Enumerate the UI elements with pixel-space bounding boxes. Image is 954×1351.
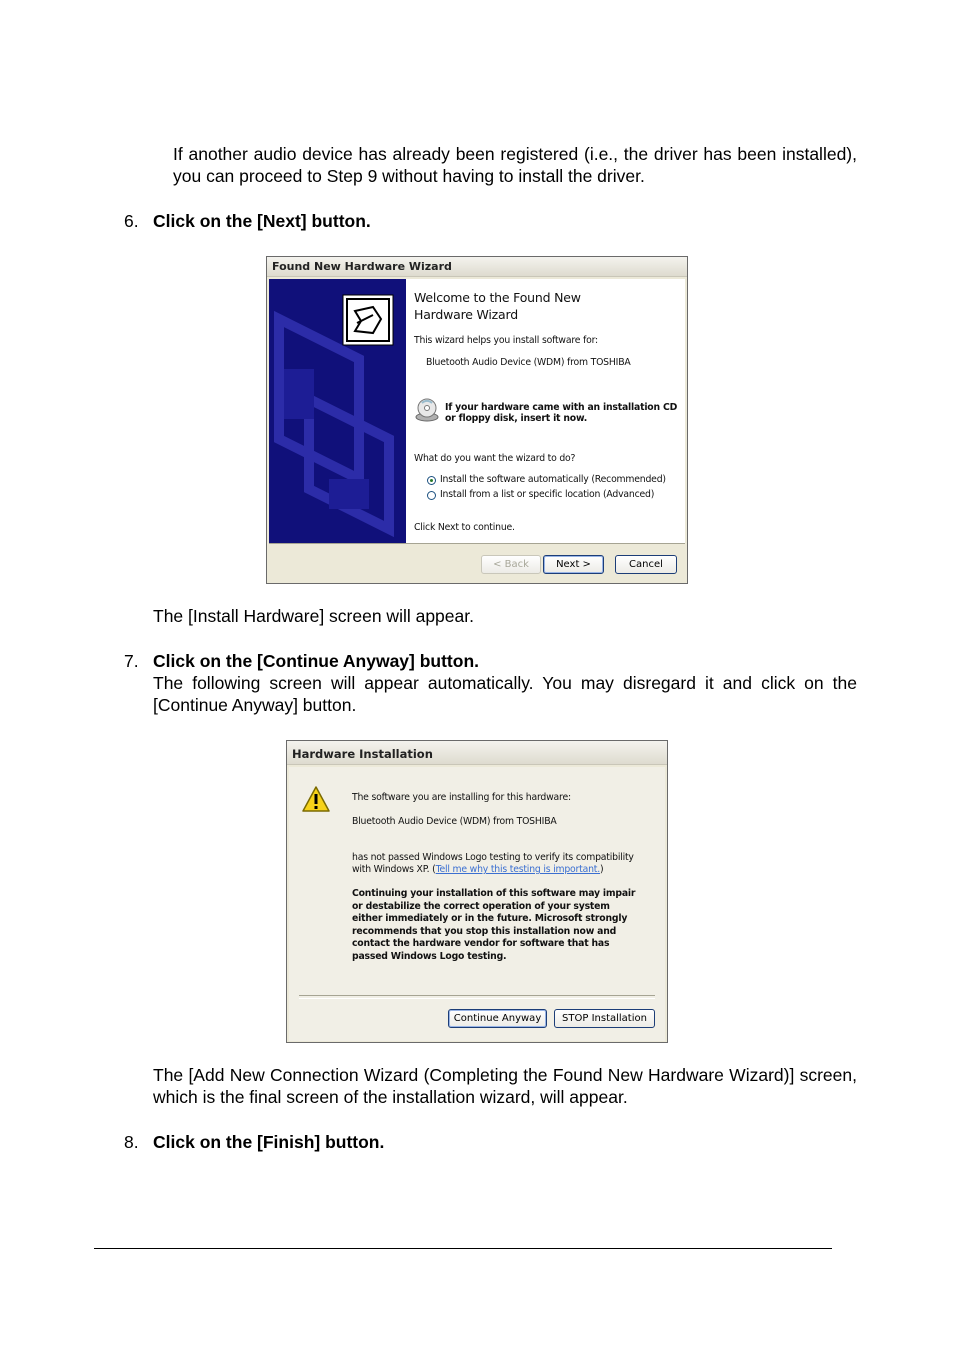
step-heading: Click on the [Continue Anyway] button. xyxy=(153,651,480,671)
warning-icon xyxy=(301,785,331,813)
warning-message xyxy=(352,888,635,964)
next-button[interactable]: Next > xyxy=(543,555,604,574)
wizard-content-panel xyxy=(406,279,685,543)
logo-testing-suffix: ) xyxy=(600,864,604,875)
step-heading: Click on the [Next] button. xyxy=(153,211,371,231)
install-automatically-label[interactable]: Install the software automatically (Recommended) xyxy=(440,474,666,485)
wizard-sidebar-graphic xyxy=(269,279,406,543)
wizard-heading-line1: Welcome to the Found New xyxy=(414,290,581,305)
hardware-installation-dialog xyxy=(286,740,668,1043)
wizard-continue-hint: Click Next to continue. xyxy=(414,522,515,533)
step-number: 6. xyxy=(124,211,139,231)
warning-line: Continuing your installation of this software may impair xyxy=(352,888,636,899)
install-automatically-radio[interactable] xyxy=(427,476,436,485)
hardware-line1: The software you are installing for this hardware: xyxy=(352,792,571,803)
step-number: 8. xyxy=(124,1132,139,1152)
cancel-button[interactable]: Cancel xyxy=(615,555,677,574)
step-text: The following screen will appear automatically. You may disregard it and click on the [Continue Anyway] button. xyxy=(153,673,857,715)
wizard-divider xyxy=(269,543,685,544)
wizard-helps-text: This wizard helps you install software for: xyxy=(414,335,598,346)
footer-rule xyxy=(94,1248,832,1249)
cd-drive-icon xyxy=(414,397,440,423)
install-from-list-radio[interactable] xyxy=(427,491,436,500)
logo-testing-prefix: with Windows XP. ( xyxy=(352,864,436,875)
back-button[interactable]: < Back xyxy=(481,555,541,574)
wizard-cd-line1: If your hardware came with an installation CD xyxy=(445,402,678,413)
dialog-title: Hardware Installation xyxy=(287,741,667,765)
logo-testing-line1: has not passed Windows Logo testing to verify its compatibility xyxy=(352,852,634,863)
hardware-device-name: Bluetooth Audio Device (WDM) from TOSHIBA xyxy=(352,816,557,827)
wizard-background-icon xyxy=(269,279,406,543)
intro-paragraph: If another audio device has already been registered (i.e., the driver has been installed), you can proceed to Step 9 without having to install the driver. xyxy=(173,144,857,186)
install-from-list-label[interactable]: Install from a list or specific location (Advanced) xyxy=(440,489,655,500)
found-new-hardware-wizard-dialog xyxy=(266,256,688,584)
warning-line: passed Windows Logo testing. xyxy=(352,950,507,962)
warning-line: or destabilize the correct operation of your system xyxy=(352,900,610,912)
warning-line: either immediately or in the future. Microsoft strongly xyxy=(352,913,628,925)
wizard-question: What do you want the wizard to do? xyxy=(414,453,576,464)
completion-note: The [Add New Connection Wizard (Completing the Found New Hardware Wizard)] screen, which is the final screen of the installation wizard, will appear. xyxy=(153,1065,857,1107)
step-7 xyxy=(124,650,858,716)
step-heading: Click on the [Finish] button. xyxy=(153,1132,385,1152)
install-hardware-note: The [Install Hardware] screen will appear. xyxy=(153,606,474,626)
logo-testing-link[interactable]: Tell me why this testing is important. xyxy=(435,864,601,875)
warning-line: recommends that you stop this installation now and xyxy=(352,925,617,937)
continue-anyway-button[interactable]: Continue Anyway xyxy=(448,1009,547,1028)
hardware-divider xyxy=(299,995,655,999)
wizard-heading-line2: Hardware Wizard xyxy=(414,307,518,322)
wizard-device-name: Bluetooth Audio Device (WDM) from TOSHIBA xyxy=(426,357,631,368)
warning-line: contact the hardware vendor for software that has xyxy=(352,938,610,950)
step-number: 7. xyxy=(124,651,139,671)
dialog-title: Found New Hardware Wizard xyxy=(267,257,687,277)
stop-installation-button[interactable]: STOP Installation xyxy=(554,1009,655,1028)
wizard-cd-line2: or floppy disk, insert it now. xyxy=(445,413,588,424)
